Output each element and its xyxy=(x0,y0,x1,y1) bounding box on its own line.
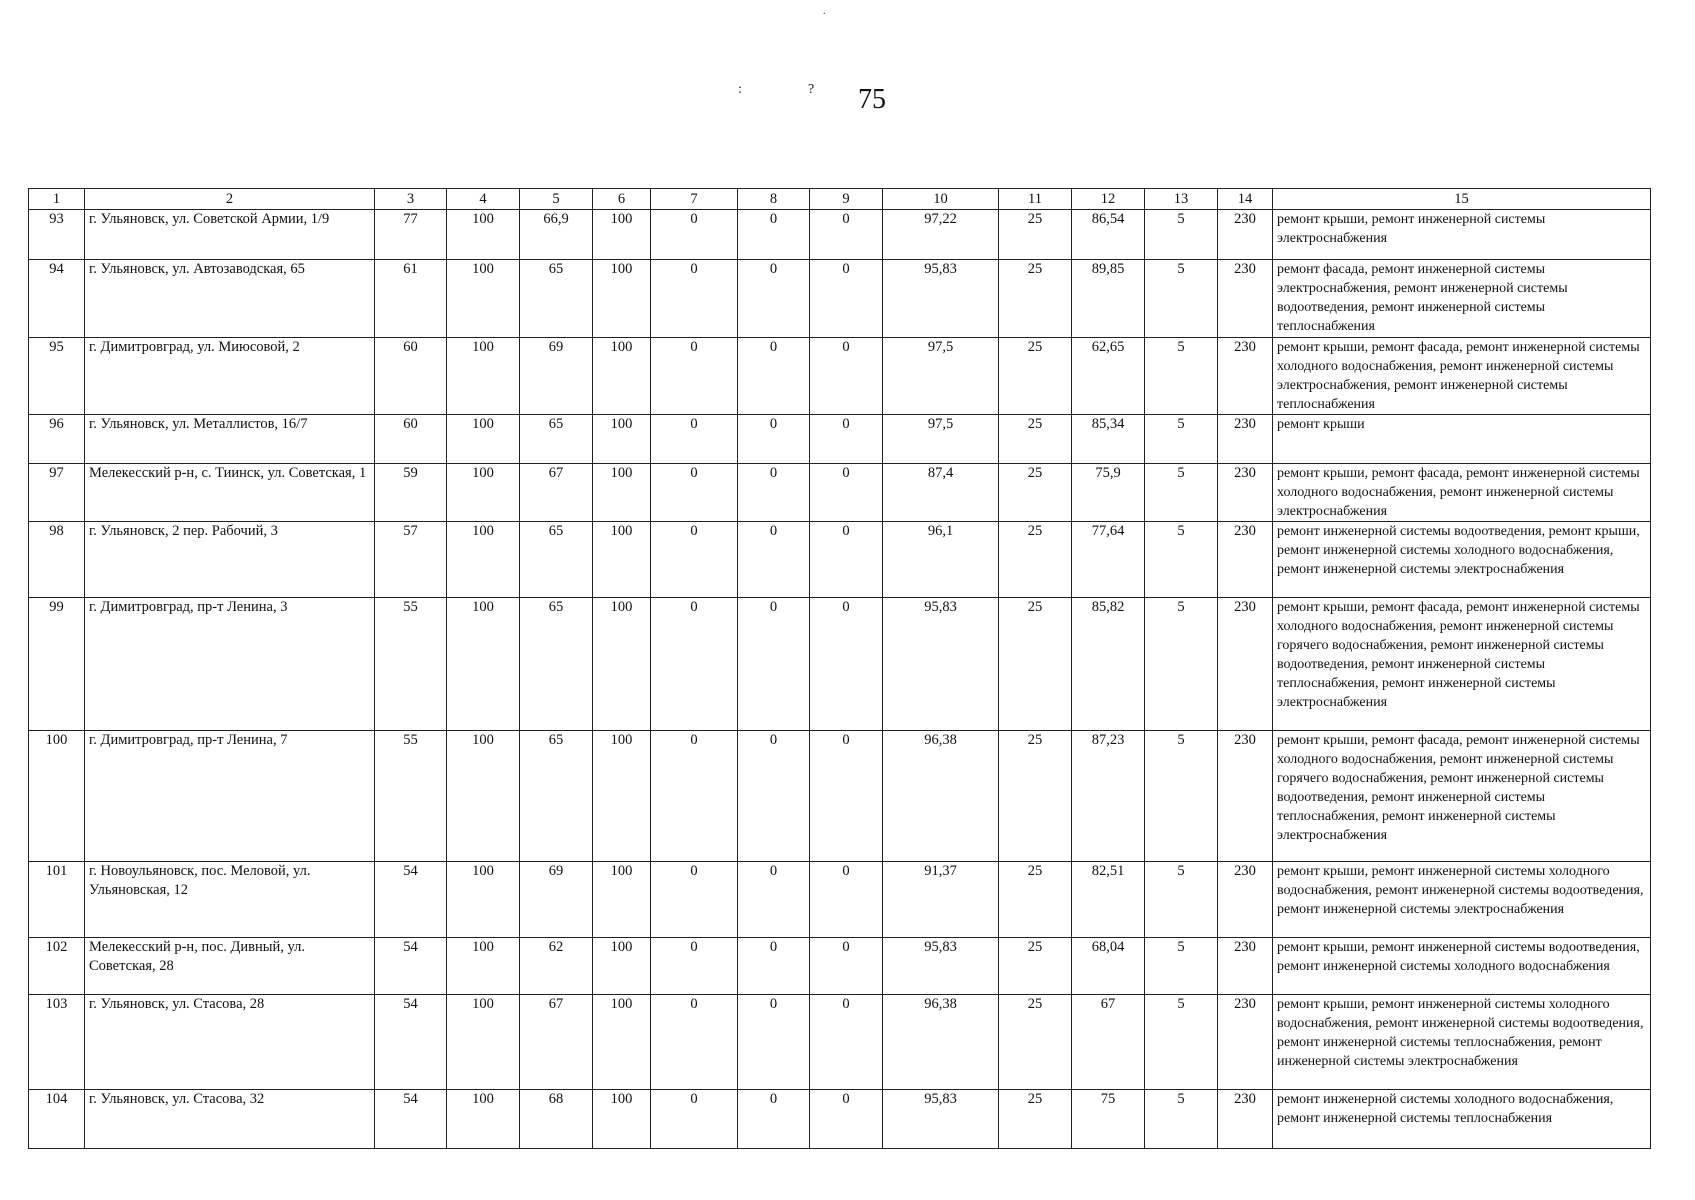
data-table xyxy=(28,188,1651,1149)
col-8: 0 xyxy=(738,338,810,415)
col-8: 0 xyxy=(738,522,810,598)
col-13: 5 xyxy=(1145,731,1218,862)
col-13: 5 xyxy=(1145,598,1218,731)
col-11: 25 xyxy=(999,338,1072,415)
table-row xyxy=(29,338,1651,415)
col-11: 25 xyxy=(999,995,1072,1090)
table-row xyxy=(29,995,1651,1090)
col-3: 54 xyxy=(375,862,447,938)
col-4: 100 xyxy=(447,464,520,522)
col-7: 0 xyxy=(651,464,738,522)
col-9: 0 xyxy=(810,210,883,260)
col-6: 100 xyxy=(593,731,651,862)
col-14: 230 xyxy=(1218,522,1273,598)
col-5: 69 xyxy=(520,862,593,938)
column-header-11: 11 xyxy=(999,189,1072,210)
col-4: 100 xyxy=(447,415,520,464)
column-header-9: 9 xyxy=(810,189,883,210)
col-11: 25 xyxy=(999,862,1072,938)
column-header-1: 1 xyxy=(29,189,85,210)
column-header-2: 2 xyxy=(85,189,375,210)
col-4: 100 xyxy=(447,210,520,260)
col-7: 0 xyxy=(651,731,738,862)
col-14: 230 xyxy=(1218,415,1273,464)
col-10: 95,83 xyxy=(883,598,999,731)
column-header-5: 5 xyxy=(520,189,593,210)
works-list: ремонт крыши, ремонт фасада, ремонт инженерной системы холодного водоснабжения, ремонт инженерной системы горячего водоснабжения, ремонт инженерной системы водоотведения, ремонт инженерной системы теплоснабжения, ремонт инженерной системы электроснабжения xyxy=(1273,598,1651,731)
column-header-12: 12 xyxy=(1072,189,1145,210)
col-7: 0 xyxy=(651,938,738,995)
col-3: 57 xyxy=(375,522,447,598)
col-5: 66,9 xyxy=(520,210,593,260)
col-6: 100 xyxy=(593,415,651,464)
col-11: 25 xyxy=(999,415,1072,464)
col-8: 0 xyxy=(738,464,810,522)
works-list: ремонт крыши, ремонт инженерной системы электроснабжения xyxy=(1273,210,1651,260)
col-13: 5 xyxy=(1145,260,1218,338)
table-row xyxy=(29,260,1651,338)
col-7: 0 xyxy=(651,260,738,338)
col-14: 230 xyxy=(1218,210,1273,260)
col-5: 67 xyxy=(520,995,593,1090)
column-header-4: 4 xyxy=(447,189,520,210)
table-row xyxy=(29,210,1651,260)
row-number: 94 xyxy=(29,260,85,338)
col-3: 59 xyxy=(375,464,447,522)
col-8: 0 xyxy=(738,862,810,938)
col-6: 100 xyxy=(593,862,651,938)
col-3: 60 xyxy=(375,415,447,464)
col-13: 5 xyxy=(1145,415,1218,464)
col-8: 0 xyxy=(738,938,810,995)
address: г. Ульяновск, ул. Автозаводская, 65 xyxy=(85,260,375,338)
col-11: 25 xyxy=(999,522,1072,598)
column-header-3: 3 xyxy=(375,189,447,210)
col-9: 0 xyxy=(810,522,883,598)
col-14: 230 xyxy=(1218,995,1273,1090)
col-5: 65 xyxy=(520,731,593,862)
col-12: 67 xyxy=(1072,995,1145,1090)
row-number: 98 xyxy=(29,522,85,598)
works-list: ремонт крыши, ремонт фасада, ремонт инженерной системы холодного водоснабжения, ремонт инженерной системы горячего водоснабжения, ремонт инженерной системы водоотведения, ремонт инженерной системы теплоснабжения, ремонт инженерной системы электроснабжения xyxy=(1273,731,1651,862)
col-11: 25 xyxy=(999,210,1072,260)
row-number: 104 xyxy=(29,1090,85,1149)
col-9: 0 xyxy=(810,338,883,415)
address: г. Ульяновск, ул. Стасова, 32 xyxy=(85,1090,375,1149)
row-number: 102 xyxy=(29,938,85,995)
col-13: 5 xyxy=(1145,938,1218,995)
col-6: 100 xyxy=(593,598,651,731)
col-9: 0 xyxy=(810,260,883,338)
col-3: 54 xyxy=(375,995,447,1090)
col-9: 0 xyxy=(810,598,883,731)
address: г. Новоульяновск, пос. Меловой, ул. Ульяновская, 12 xyxy=(85,862,375,938)
col-6: 100 xyxy=(593,995,651,1090)
col-12: 87,23 xyxy=(1072,731,1145,862)
table-row xyxy=(29,938,1651,995)
col-8: 0 xyxy=(738,415,810,464)
row-number: 99 xyxy=(29,598,85,731)
col-13: 5 xyxy=(1145,522,1218,598)
address: г. Ульяновск, ул. Советской Армии, 1/9 xyxy=(85,210,375,260)
works-list: ремонт крыши, ремонт инженерной системы водоотведения, ремонт инженерной системы холодного водоснабжения xyxy=(1273,938,1651,995)
table-row xyxy=(29,862,1651,938)
col-8: 0 xyxy=(738,260,810,338)
col-5: 65 xyxy=(520,260,593,338)
table-row xyxy=(29,1090,1651,1149)
col-6: 100 xyxy=(593,464,651,522)
col-10: 95,83 xyxy=(883,1090,999,1149)
col-14: 230 xyxy=(1218,464,1273,522)
column-header-15: 15 xyxy=(1273,189,1651,210)
col-14: 230 xyxy=(1218,1090,1273,1149)
row-number: 101 xyxy=(29,862,85,938)
col-3: 61 xyxy=(375,260,447,338)
column-header-14: 14 xyxy=(1218,189,1273,210)
col-8: 0 xyxy=(738,1090,810,1149)
col-7: 0 xyxy=(651,1090,738,1149)
address: г. Ульяновск, 2 пер. Рабочий, 3 xyxy=(85,522,375,598)
col-9: 0 xyxy=(810,862,883,938)
col-9: 0 xyxy=(810,1090,883,1149)
col-7: 0 xyxy=(651,210,738,260)
col-4: 100 xyxy=(447,598,520,731)
col-14: 230 xyxy=(1218,598,1273,731)
col-10: 97,22 xyxy=(883,210,999,260)
row-number: 96 xyxy=(29,415,85,464)
scan-mark: : xyxy=(738,82,742,97)
col-11: 25 xyxy=(999,260,1072,338)
col-10: 97,5 xyxy=(883,338,999,415)
col-7: 0 xyxy=(651,415,738,464)
col-6: 100 xyxy=(593,1090,651,1149)
col-12: 86,54 xyxy=(1072,210,1145,260)
col-10: 96,38 xyxy=(883,731,999,862)
col-3: 54 xyxy=(375,1090,447,1149)
col-10: 96,1 xyxy=(883,522,999,598)
address: Мелекесский р-н, пос. Дивный, ул. Советская, 28 xyxy=(85,938,375,995)
col-4: 100 xyxy=(447,1090,520,1149)
table-row xyxy=(29,415,1651,464)
col-12: 62,65 xyxy=(1072,338,1145,415)
col-10: 96,38 xyxy=(883,995,999,1090)
col-10: 97,5 xyxy=(883,415,999,464)
col-8: 0 xyxy=(738,731,810,862)
col-3: 77 xyxy=(375,210,447,260)
col-10: 87,4 xyxy=(883,464,999,522)
col-7: 0 xyxy=(651,338,738,415)
col-6: 100 xyxy=(593,522,651,598)
works-list: ремонт крыши xyxy=(1273,415,1651,464)
col-13: 5 xyxy=(1145,464,1218,522)
col-9: 0 xyxy=(810,464,883,522)
col-12: 85,82 xyxy=(1072,598,1145,731)
col-5: 68 xyxy=(520,1090,593,1149)
table-row xyxy=(29,731,1651,862)
address: г. Димитровград, ул. Миюсовой, 2 xyxy=(85,338,375,415)
col-3: 55 xyxy=(375,598,447,731)
col-5: 62 xyxy=(520,938,593,995)
col-11: 25 xyxy=(999,938,1072,995)
col-11: 25 xyxy=(999,464,1072,522)
col-13: 5 xyxy=(1145,862,1218,938)
col-9: 0 xyxy=(810,731,883,862)
col-4: 100 xyxy=(447,338,520,415)
col-4: 100 xyxy=(447,731,520,862)
col-6: 100 xyxy=(593,938,651,995)
col-13: 5 xyxy=(1145,1090,1218,1149)
col-3: 60 xyxy=(375,338,447,415)
col-14: 230 xyxy=(1218,731,1273,862)
col-6: 100 xyxy=(593,260,651,338)
col-4: 100 xyxy=(447,938,520,995)
scan-mark: ? xyxy=(808,82,815,97)
col-11: 25 xyxy=(999,1090,1072,1149)
col-12: 85,34 xyxy=(1072,415,1145,464)
works-list: ремонт крыши, ремонт фасада, ремонт инженерной системы холодного водоснабжения, ремонт инженерной системы электроснабжения xyxy=(1273,464,1651,522)
col-8: 0 xyxy=(738,995,810,1090)
row-number: 97 xyxy=(29,464,85,522)
col-5: 67 xyxy=(520,464,593,522)
column-header-8: 8 xyxy=(738,189,810,210)
row-number: 95 xyxy=(29,338,85,415)
column-header-13: 13 xyxy=(1145,189,1218,210)
col-12: 82,51 xyxy=(1072,862,1145,938)
col-8: 0 xyxy=(738,598,810,731)
address: г. Ульяновск, ул. Металлистов, 16/7 xyxy=(85,415,375,464)
table-body xyxy=(29,189,1651,1149)
col-12: 89,85 xyxy=(1072,260,1145,338)
col-3: 54 xyxy=(375,938,447,995)
row-number: 100 xyxy=(29,731,85,862)
works-list: ремонт инженерной системы водоотведения, ремонт крыши, ремонт инженерной системы холодного водоснабжения, ремонт инженерной системы электроснабжения xyxy=(1273,522,1651,598)
row-number: 103 xyxy=(29,995,85,1090)
col-4: 100 xyxy=(447,522,520,598)
col-4: 100 xyxy=(447,995,520,1090)
col-12: 75 xyxy=(1072,1090,1145,1149)
col-5: 65 xyxy=(520,598,593,731)
col-4: 100 xyxy=(447,862,520,938)
col-5: 65 xyxy=(520,522,593,598)
table-row xyxy=(29,598,1651,731)
column-header-10: 10 xyxy=(883,189,999,210)
col-14: 230 xyxy=(1218,938,1273,995)
col-7: 0 xyxy=(651,598,738,731)
col-12: 75,9 xyxy=(1072,464,1145,522)
col-10: 95,83 xyxy=(883,938,999,995)
col-13: 5 xyxy=(1145,338,1218,415)
col-7: 0 xyxy=(651,862,738,938)
col-12: 77,64 xyxy=(1072,522,1145,598)
address: Мелекесский р-н, с. Тиинск, ул. Советская, 1 xyxy=(85,464,375,522)
col-14: 230 xyxy=(1218,338,1273,415)
col-9: 0 xyxy=(810,415,883,464)
col-9: 0 xyxy=(810,995,883,1090)
col-4: 100 xyxy=(447,260,520,338)
row-number: 93 xyxy=(29,210,85,260)
col-6: 100 xyxy=(593,210,651,260)
col-13: 5 xyxy=(1145,995,1218,1090)
column-header-7: 7 xyxy=(651,189,738,210)
works-list: ремонт инженерной системы холодного водоснабжения, ремонт инженерной системы теплоснабжения xyxy=(1273,1090,1651,1149)
header-row xyxy=(29,189,1651,210)
scan-mark: . xyxy=(823,6,826,17)
address: г. Димитровград, пр-т Ленина, 7 xyxy=(85,731,375,862)
works-list: ремонт крыши, ремонт инженерной системы холодного водоснабжения, ремонт инженерной системы водоотведения, ремонт инженерной системы электроснабжения xyxy=(1273,862,1651,938)
col-6: 100 xyxy=(593,338,651,415)
works-list: ремонт крыши, ремонт инженерной системы холодного водоснабжения, ремонт инженерной системы водоотведения, ремонт инженерной системы теплоснабжения, ремонт инженерной системы электроснабжения xyxy=(1273,995,1651,1090)
col-10: 91,37 xyxy=(883,862,999,938)
col-13: 5 xyxy=(1145,210,1218,260)
col-14: 230 xyxy=(1218,862,1273,938)
col-3: 55 xyxy=(375,731,447,862)
col-9: 0 xyxy=(810,938,883,995)
works-list: ремонт фасада, ремонт инженерной системы электроснабжения, ремонт инженерной системы водоотведения, ремонт инженерной системы теплоснабжения xyxy=(1273,260,1651,338)
col-5: 65 xyxy=(520,415,593,464)
works-list: ремонт крыши, ремонт фасада, ремонт инженерной системы холодного водоснабжения, ремонт инженерной системы электроснабжения, ремонт инженерной системы теплоснабжения xyxy=(1273,338,1651,415)
col-5: 69 xyxy=(520,338,593,415)
col-12: 68,04 xyxy=(1072,938,1145,995)
col-8: 0 xyxy=(738,210,810,260)
col-7: 0 xyxy=(651,995,738,1090)
address: г. Ульяновск, ул. Стасова, 28 xyxy=(85,995,375,1090)
col-10: 95,83 xyxy=(883,260,999,338)
col-11: 25 xyxy=(999,731,1072,862)
table-row xyxy=(29,522,1651,598)
table-row xyxy=(29,464,1651,522)
col-11: 25 xyxy=(999,598,1072,731)
col-14: 230 xyxy=(1218,260,1273,338)
column-header-6: 6 xyxy=(593,189,651,210)
page-number: 75 xyxy=(858,84,886,115)
col-7: 0 xyxy=(651,522,738,598)
address: г. Димитровград, пр-т Ленина, 3 xyxy=(85,598,375,731)
